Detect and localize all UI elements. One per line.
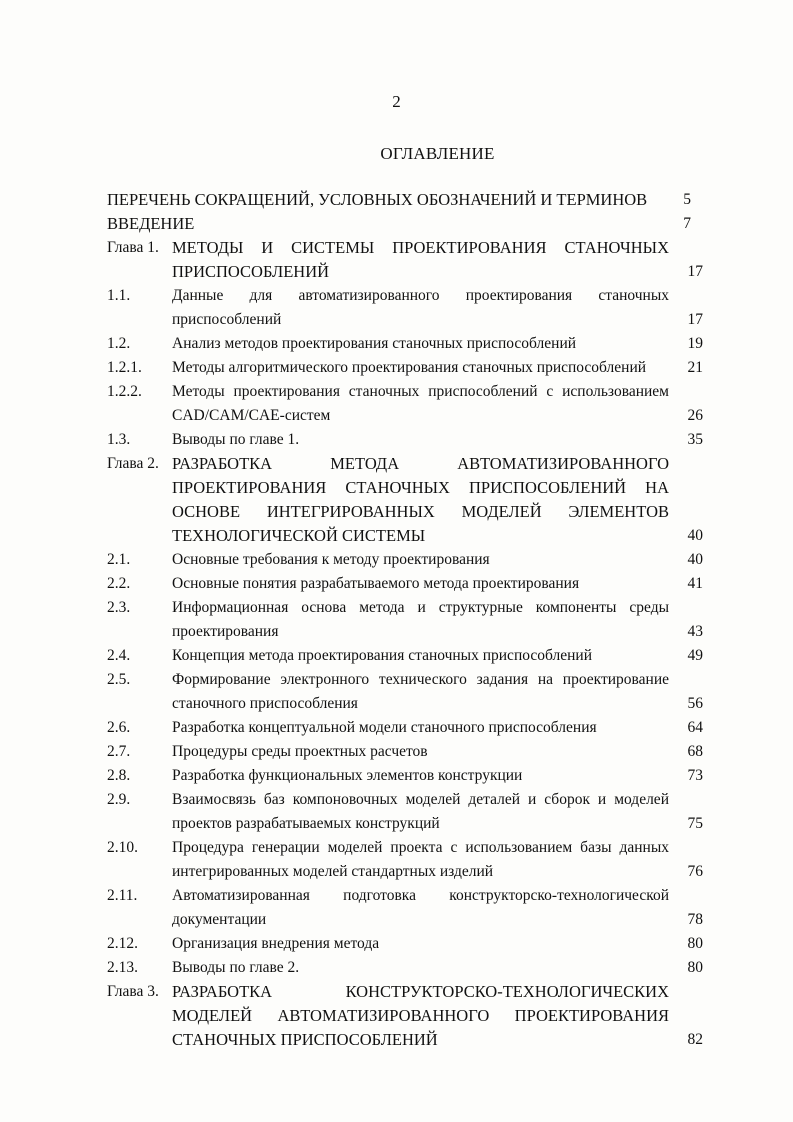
toc-entry-title: МЕТОДЫ И СИСТЕМЫ ПРОЕКТИРОВАНИЯ СТАНОЧНЫХ ПРИСПОСОБЛЕНИЙ	[172, 238, 669, 281]
toc-entry-page: 26	[687, 407, 703, 424]
toc-entry-title: Формирование электронного технического задания на проектирование станочного приспособления	[172, 671, 669, 712]
toc-entry-page: 5	[683, 191, 691, 208]
toc-entry-page: 40	[687, 527, 703, 544]
toc-entry-page: 64	[687, 719, 703, 736]
toc-entry-number: 2.1.	[107, 551, 131, 568]
toc-entry[interactable]	[107, 716, 703, 740]
toc-entry[interactable]	[107, 332, 703, 356]
toc-entry-title: Организация внедрения метода	[172, 935, 380, 952]
toc-entry-number: 2.12.	[107, 935, 138, 952]
toc-entry[interactable]	[107, 356, 703, 380]
toc-entry-page: 68	[687, 743, 703, 760]
toc-entry-page: 76	[687, 863, 703, 880]
toc-heading: ОГЛАВЛЕНИЕ	[380, 144, 495, 163]
page-number: 2	[392, 92, 401, 111]
toc-entry[interactable]	[107, 740, 703, 764]
toc-entry-page: 7	[683, 215, 691, 232]
toc-entry-number: 2.3.	[107, 599, 131, 616]
toc-entry[interactable]	[107, 380, 703, 428]
toc-entry[interactable]	[107, 212, 703, 236]
toc-entry-number: Глава 3.	[107, 983, 159, 1000]
toc-entry[interactable]	[107, 956, 703, 980]
toc-entry-title: Данные для автоматизированного проектирования станочных приспособлений	[172, 287, 669, 328]
toc-entry-number: Глава 2.	[107, 455, 159, 472]
toc-entry-title: Основные понятия разрабатываемого метода проектирования	[172, 575, 580, 592]
toc-entry-page: 43	[687, 623, 703, 640]
toc-entry[interactable]	[107, 428, 703, 452]
toc-entry-title: Автоматизированная подготовка конструкторско-технологической документации	[172, 887, 669, 928]
toc-entry-page: 78	[687, 911, 703, 928]
toc-entry-number: 2.10.	[107, 839, 138, 856]
toc-entry-number: 2.6.	[107, 719, 131, 736]
toc-entry-number: 2.2.	[107, 575, 131, 592]
toc-entry[interactable]	[107, 548, 703, 572]
toc-entry[interactable]	[107, 188, 703, 212]
toc-entry-title: Концепция метода проектирования станочных приспособлений	[172, 647, 592, 664]
toc-entry-number: 2.8.	[107, 767, 131, 784]
toc-entry-number: 2.7.	[107, 743, 131, 760]
toc-entry-number: 1.2.1.	[107, 359, 142, 376]
toc-entry-title: Процедуры среды проектных расчетов	[172, 743, 428, 760]
toc-entry-number: 2.5.	[107, 671, 131, 688]
toc-entry-number: 1.2.	[107, 335, 131, 352]
toc-entry[interactable]	[107, 788, 703, 836]
toc-entry-chapter[interactable]	[107, 236, 703, 284]
toc-entry-title: ВВЕДЕНИЕ	[107, 214, 195, 233]
toc-entry-number: 2.4.	[107, 647, 131, 664]
toc-entry-number: 1.3.	[107, 431, 131, 448]
toc-entry[interactable]	[107, 572, 703, 596]
toc-entry[interactable]	[107, 932, 703, 956]
toc-entry-page: 82	[687, 1031, 703, 1048]
toc-entry-chapter[interactable]	[107, 980, 703, 1052]
toc-entry[interactable]	[107, 668, 703, 716]
toc-entry-number: Глава 1.	[107, 239, 159, 256]
toc-entry-title: Методы проектирования станочных приспособлений с использованием CAD/CAM/CAE-систем	[172, 383, 669, 424]
toc-entry-page: 56	[687, 695, 703, 712]
toc-entry-page: 17	[687, 311, 703, 328]
toc-entry-title: Разработка функциональных элементов конструкции	[172, 767, 523, 784]
toc-entry[interactable]	[107, 596, 703, 644]
toc-entry[interactable]	[107, 644, 703, 668]
toc-entry-page: 75	[687, 815, 703, 832]
toc-entry[interactable]	[107, 884, 703, 932]
toc-entry-number: 2.9.	[107, 791, 131, 808]
toc-entry[interactable]	[107, 836, 703, 884]
toc-entry-chapter[interactable]	[107, 452, 703, 548]
toc-entry-title: Анализ методов проектирования станочных приспособлений	[172, 335, 577, 352]
toc-entry-number: 1.2.2.	[107, 383, 142, 400]
toc-entry-title: Основные требования к методу проектирования	[172, 551, 490, 568]
toc-entry-title: Процедура генерации моделей проекта с использованием базы данных интегрированных моделей стандартных изделий	[172, 839, 669, 880]
toc-entry-page: 19	[687, 335, 703, 352]
toc-entry-title: Выводы по главе 1.	[172, 431, 300, 448]
toc-entry-number: 2.11.	[107, 887, 138, 904]
toc-entry-page: 17	[687, 263, 703, 280]
toc-entry-title: Взаимосвязь баз компоновочных моделей деталей и сборок и моделей проектов разрабатываемых конструкций	[172, 791, 669, 832]
toc-entry-title: Разработка концептуальной модели станочного приспособления	[172, 719, 597, 736]
toc-entry-page: 73	[687, 767, 703, 784]
toc-entry-page: 41	[687, 575, 703, 592]
toc-entry-title: РАЗРАБОТКА КОНСТРУКТОРСКО-ТЕХНОЛОГИЧЕСКИХ МОДЕЛЕЙ АВТОМАТИЗИРОВАННОГО ПРОЕКТИРОВАНИЯ СТАНОЧНЫХ ПРИСПОСОБЛЕНИЙ	[172, 982, 669, 1049]
toc-entry-title: Информационная основа метода и структурные компоненты среды проектирования	[172, 599, 669, 640]
toc-entry-page: 49	[687, 647, 703, 664]
toc-entry-number: 2.13.	[107, 959, 138, 976]
toc-entry-title: ПЕРЕЧЕНЬ СОКРАЩЕНИЙ, УСЛОВНЫХ ОБОЗНАЧЕНИЙ И ТЕРМИНОВ	[107, 190, 648, 209]
toc-entry-title: Выводы по главе 2.	[172, 959, 300, 976]
toc-entry-page: 35	[687, 431, 703, 448]
toc-entry-page: 80	[687, 935, 703, 952]
toc-entry-title: Методы алгоритмического проектирования станочных приспособлений	[172, 359, 647, 376]
toc-entry-title: РАЗРАБОТКА МЕТОДА АВТОМАТИЗИРОВАННОГО ПРОЕКТИРОВАНИЯ СТАНОЧНЫХ ПРИСПОСОБЛЕНИЙ НА ОСНОВЕ ИНТЕГРИРОВАННЫХ МОДЕЛЕЙ ЭЛЕМЕНТОВ ТЕХНОЛОГИЧЕСКОЙ СИСТЕМЫ	[172, 454, 669, 545]
toc-entry-page: 40	[687, 551, 703, 568]
toc-entry-page: 21	[687, 359, 703, 376]
toc-entry-page: 80	[687, 959, 703, 976]
toc-entry[interactable]	[107, 764, 703, 788]
table-of-contents	[107, 188, 703, 1052]
toc-entry-number: 1.1.	[107, 287, 131, 304]
toc-entry[interactable]	[107, 284, 703, 332]
